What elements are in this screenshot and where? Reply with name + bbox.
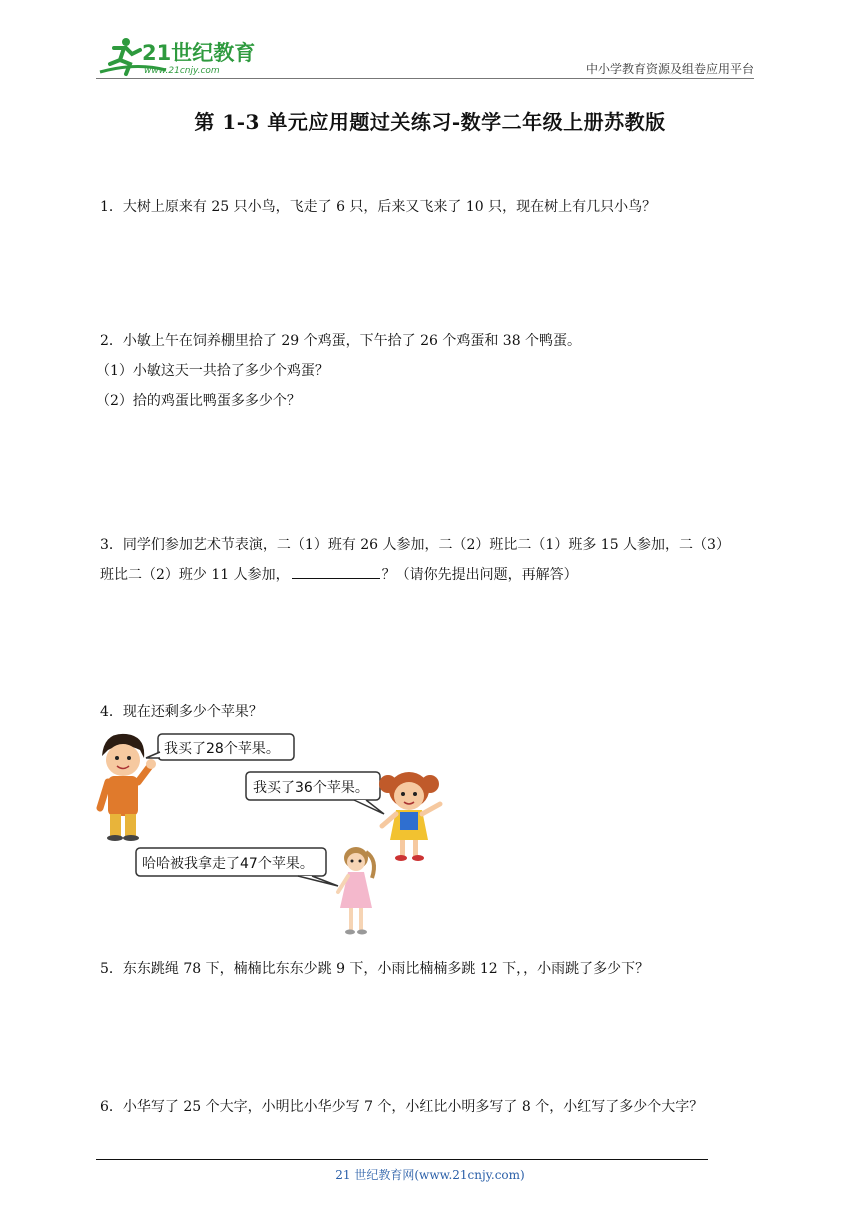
logo-url: www.21cnjy.com — [144, 66, 220, 76]
footer-divider — [96, 1159, 708, 1160]
platform-name: 中小学教育资源及组卷应用平台 — [585, 62, 754, 76]
bubble-3-text: 哈哈被我拿走了47个苹果。 — [142, 856, 314, 872]
question-3-text-before-blank: 班比二（2）班少 11 人参加， — [100, 567, 290, 583]
header-divider — [96, 78, 754, 79]
question-2-part-1: （1）小敏这天一共拾了多少个鸡蛋？ — [96, 363, 329, 379]
page-title: 第 1-3 单元应用题过关练习-数学二年级上册苏教版 — [194, 110, 666, 134]
question-3-line-1: 3．同学们参加艺术节表演，二（1）班有 26 人参加，二（2）班比二（1）班多 15 人参加，二（3） — [100, 537, 730, 553]
site-logo — [96, 34, 256, 78]
speech-bubble-2 — [246, 772, 384, 814]
speech-bubble-3 — [136, 848, 338, 886]
bubble-2-text: 我买了36个苹果。 — [253, 780, 369, 796]
question-6: 6．小华写了 25 个大字，小明比小华少写 7 个，小红比小明多写了 8 个，小红写了多少个大字？ — [100, 1099, 704, 1115]
girl-figure-2 — [338, 847, 374, 935]
apple-dialogue-illustration — [96, 728, 456, 946]
logo-text: 21世纪教育 — [142, 41, 256, 65]
footer-source: 21 世纪教育网(www.21cnjy.com) — [335, 1168, 525, 1182]
question-2-part-2: （2）拾的鸡蛋比鸭蛋多多少个？ — [96, 393, 301, 409]
question-3-line-2 — [100, 560, 760, 590]
answer-blank[interactable] — [292, 562, 380, 579]
bubble-1-text: 我买了28个苹果。 — [164, 741, 280, 757]
question-3-text-after-blank: ？（请你先提出问题，再解答） — [381, 567, 578, 583]
question-1: 1．大树上原来有 25 只小鸟，飞走了 6 只，后来又飞来了 10 只，现在树上有几只小鸟？ — [100, 199, 657, 215]
question-5: 5．东东跳绳 78 下，楠楠比东东少跳 9 下，小雨比楠楠多跳 12 下，，小雨跳了多少下？ — [100, 961, 650, 977]
question-3 — [100, 530, 760, 590]
question-2-stem: 2．小敏上午在饲养棚里拾了 29 个鸡蛋，下午拾了 26 个鸡蛋和 38 个鸭蛋。 — [100, 333, 582, 349]
speech-bubble-1 — [146, 734, 294, 760]
question-4: 4．现在还剩多少个苹果？ — [100, 704, 263, 720]
boy-figure — [100, 734, 156, 841]
question-2 — [96, 326, 760, 416]
girl-figure-1 — [379, 772, 440, 861]
